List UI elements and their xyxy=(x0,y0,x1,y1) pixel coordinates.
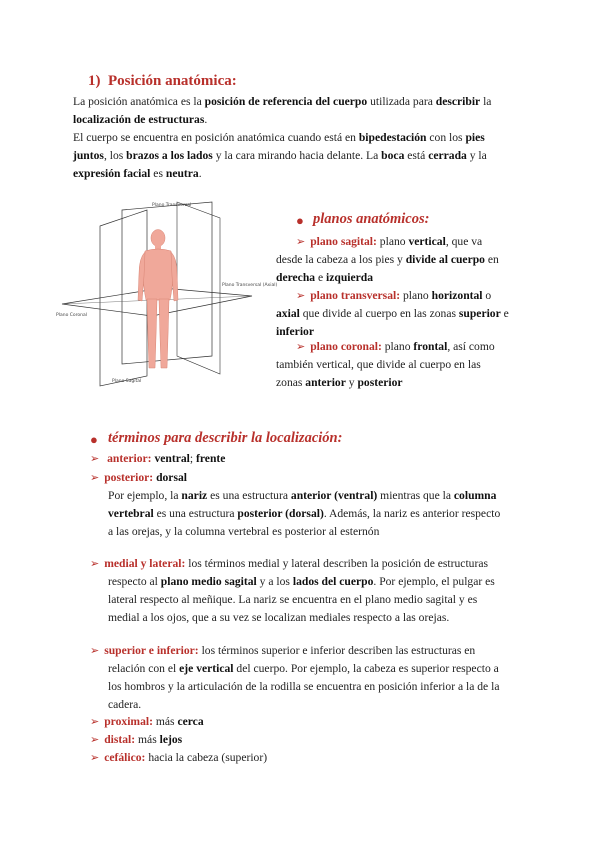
arrow-icon: ➢ xyxy=(90,716,100,728)
plano-sagital-block: ➢ plano sagital: plano vertical, que va desde la cabeza a los pies y divide al cuerpo en derecha e izquierda xyxy=(276,235,499,284)
human-figure xyxy=(138,230,178,369)
term-posterior: ➢ posterior: dorsal Por ejemplo, la nariz es una estructura anterior (ventral) mientras que la columna vertebral es una estructura posterior (dorsal). Además, la nariz es anterior respecto a las orejas, y la columna vertebral es posterior al esternón xyxy=(90,471,501,538)
heading-number: 1) xyxy=(88,73,101,89)
fig-label-axial: Plano Transversal (Axial) xyxy=(222,283,278,288)
terminos-title: términos para describir la localización: xyxy=(108,430,343,446)
arrow-icon: ➢ xyxy=(90,734,100,746)
term-anterior: ➢ anterior: ventral; frente xyxy=(90,452,226,465)
term-medial-lateral: ➢ medial y lateral: los términos medial y lateral describen la posición de estructuras respecto al plano medio sagital y a los lados del cuerpo. Por ejemplo, el pulgar es lateral respecto al meñique. La nariz se encuentra en el plano medio sagital y es medial a los ojos, que a su vez se localizan mediales respecto a las orejas. xyxy=(90,557,495,624)
term-cefalico: ➢ cefálico: hacia la cabeza (superior) xyxy=(90,751,268,764)
fig-label-coronal: Plano Coronal xyxy=(56,313,88,318)
heading-title: Posición anatómica: xyxy=(108,73,237,89)
arrow-icon: ➢ xyxy=(296,236,306,248)
arrow-icon: ➢ xyxy=(90,472,100,484)
arrow-icon: ➢ xyxy=(90,453,100,465)
intro-line-3: El cuerpo se encuentra en posición anatómica cuando está en bipedestación con los pies xyxy=(73,131,485,144)
term-superior-inferior: ➢ superior e inferior: los términos superior e inferior describen las estructuras en relación con el eje vertical del cuerpo. Por ejemplo, la cabeza es superior respecto a los hombros y la articulación de la rodilla se encuentra en posición inferior a la de la cadera. xyxy=(90,644,500,711)
arrow-icon: ➢ xyxy=(90,645,100,657)
intro-line-4: juntos, los brazos a los lados y la cara mirando hacia delante. La boca está cerrada y la xyxy=(73,149,487,162)
arrow-icon: ➢ xyxy=(296,341,306,353)
fig-label-sagital: Plano Sagital xyxy=(112,379,142,384)
fig-label-transversal: Plano Transversal xyxy=(152,203,192,208)
plano-coronal-block: ➢ plano coronal: plano frontal, así como también vertical, que divide al cuerpo en las zonas anterior y posterior xyxy=(276,340,495,389)
arrow-icon: ➢ xyxy=(90,558,100,570)
term-distal: ➢ distal: más lejos xyxy=(90,733,183,746)
intro-paragraph xyxy=(73,93,543,183)
intro-line-1: La posición anatómica es la posición de referencia del cuerpo utilizada para describir la xyxy=(73,95,492,108)
section-heading xyxy=(88,73,237,90)
term-proximal: ➢ proximal: más cerca xyxy=(90,715,204,728)
bullet-dot: ● xyxy=(90,432,98,447)
arrow-icon: ➢ xyxy=(296,290,306,302)
anatomical-planes-figure xyxy=(52,196,278,388)
arrow-icon: ➢ xyxy=(90,752,100,764)
planos-title: planos anatómicos: xyxy=(313,211,430,227)
bullet-dot: ● xyxy=(296,213,304,228)
intro-line-5: expresión facial es neutra. xyxy=(73,167,202,180)
intro-line-2: localización de estructuras. xyxy=(73,113,208,126)
plano-transversal-block: ➢ plano transversal: plano horizontal o axial que divide al cuerpo en las zonas superior e inferior xyxy=(276,289,509,338)
